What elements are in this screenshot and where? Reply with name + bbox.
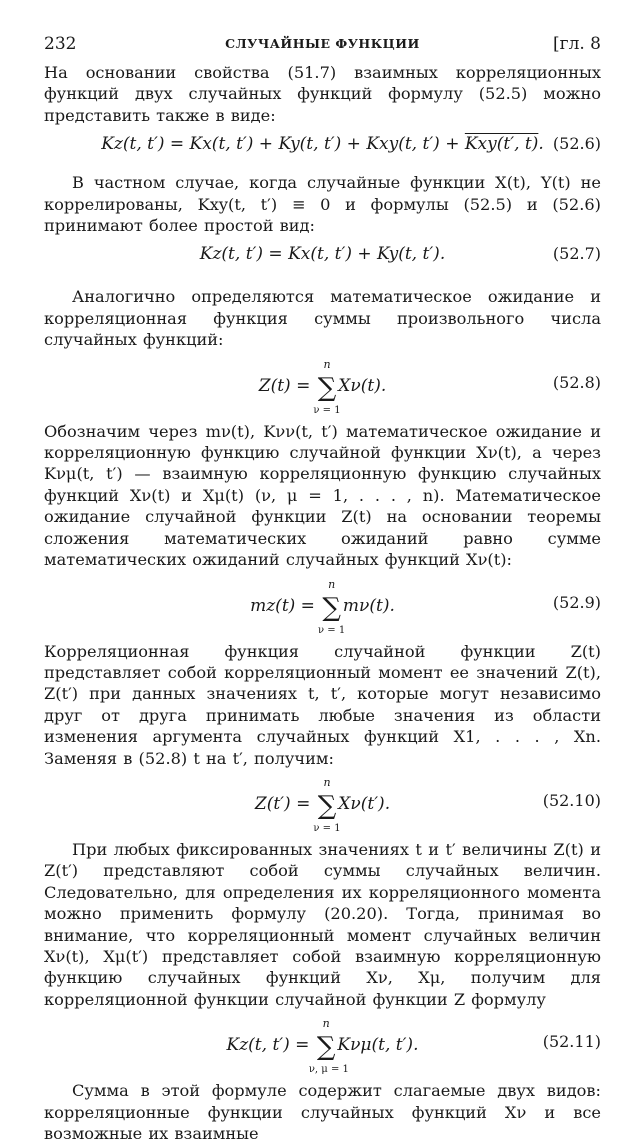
page-number: 232	[44, 34, 77, 54]
sum-lower-limit: ν, μ = 1	[308, 1064, 349, 1076]
equation-52-8-lhs: Z(t) =	[258, 375, 316, 396]
equation-52-7-number: (52.7)	[552, 244, 601, 264]
sum-upper-limit: n	[323, 357, 331, 371]
sum-lower-limit: ν = 1	[318, 624, 346, 636]
equation-52-11-number: (52.11)	[542, 1032, 601, 1052]
equation-52-10-lhs: Z(t′) =	[254, 793, 316, 814]
equation-52-8	[44, 351, 601, 415]
equation-52-9	[44, 571, 601, 635]
paragraph-6: При любых фиксированных значениях t и t′ величины Z(t) и Z(t′) представляют собой суммы случайных величин. Следовательно, для определения их корреляционного момента можно применить формулу (20.20). Тогда, принимая во внимание, что корреляционный момент случайных величин Xν(t), Xμ(t′) представляет собой взаимную корреляционную функцию случайных функций Xν, Xμ, получим для корреляционной функции случайной функции Z формулу	[44, 839, 601, 1009]
equation-52-6	[44, 126, 601, 166]
sum-upper-limit: n	[322, 1017, 330, 1031]
paragraph-5: Корреляционная функция случайной функции Z(t) представляет собой корреляционный момент ее значений Z(t), Z(t′) при данных значениях t, t′, которые могут независимо друг от друга принимать любые значения из области изменения аргумента случайных функций X1, . . . , Xn. Заменяя в (52.8) t на t′, получим:	[44, 641, 601, 768]
paragraph-1: На основании свойства (51.7) взаимных корреляционных функций двух случайных функций формулу (52.5) можно представить также в виде:	[44, 63, 601, 125]
equation-52-8-rhs: Xν(t).	[338, 375, 387, 396]
running-title: СЛУЧАЙНЫЕ ФУНКЦИИ	[225, 36, 420, 51]
equation-52-9-number: (52.9)	[552, 592, 601, 612]
equation-52-11-rhs: Kνμ(t, t′).	[337, 1035, 419, 1056]
equation-52-10	[44, 769, 601, 833]
equation-52-9-rhs: mν(t).	[342, 595, 395, 616]
paragraph-2: В частном случае, когда случайные функции X(t), Y(t) не коррелированы, Kxy(t, t′) ≡ 0 и формулы (52.5) и (52.6) принимают более простой вид:	[44, 173, 601, 236]
paragraph-7: Сумма в этой формуле содержит слагаемые двух видов: корреляционные функции случайных функций Xν и все возможные их взаимные	[44, 1081, 601, 1143]
equation-52-8-number: (52.8)	[552, 372, 601, 392]
sum-lower-limit: ν = 1	[313, 404, 341, 416]
equation-52-10-number: (52.10)	[542, 790, 601, 810]
chapter-label: [гл. 8	[553, 34, 601, 54]
equation-52-10-rhs: Xν(t′).	[338, 793, 391, 814]
paragraph-4: Обозначим через mν(t), Kνν(t, t′) математическое ожидание и корреляционную функцию случайной функции Xν(t), а через Kνμ(t, t′) — взаимную корреляционную функцию случайных функций Xν(t) и Xμ(t) (ν, μ = 1, . . . , n). Математическое ожидание случайной функции Z(t) на основании теоремы сложения математических ожиданий равно сумме математических ожиданий случайных функций Xν(t):	[44, 421, 601, 570]
equation-52-7	[44, 236, 601, 276]
equation-52-6-tail: .	[538, 134, 544, 155]
equation-52-11	[44, 1010, 601, 1074]
equation-52-6-conjugate: Kxy(t′, t)	[464, 134, 539, 155]
equation-52-7-expression: Kz(t, t′) = Kx(t, t′) + Ky(t, t′).	[199, 244, 446, 265]
sum-sign: ∑ n ν = 1	[322, 593, 341, 623]
sum-lower-limit: ν = 1	[313, 822, 341, 834]
sum-sign: ∑ n ν, μ = 1	[308, 1017, 349, 1076]
sum-sign: ∑ n ν = 1	[318, 373, 337, 403]
equation-52-9-lhs: mz(t) =	[250, 595, 321, 616]
sum-upper-limit: n	[323, 775, 331, 789]
sum-upper-limit: n	[328, 577, 336, 591]
sum-sign: ∑ n ν = 1	[318, 791, 337, 821]
paragraph-3: Аналогично определяются математическое ожидание и корреляционная функция суммы произвольного числа случайных функций:	[44, 287, 601, 350]
page	[44, 34, 601, 1144]
equation-52-6-number: (52.6)	[552, 134, 601, 154]
page-header	[44, 34, 601, 62]
equation-52-11-lhs: Kz(t, t′) =	[226, 1035, 315, 1056]
equation-52-6-lhs: Kz(t, t′) = Kx(t, t′) + Ky(t, t′) + Kxy(t, t′) +	[101, 134, 465, 155]
